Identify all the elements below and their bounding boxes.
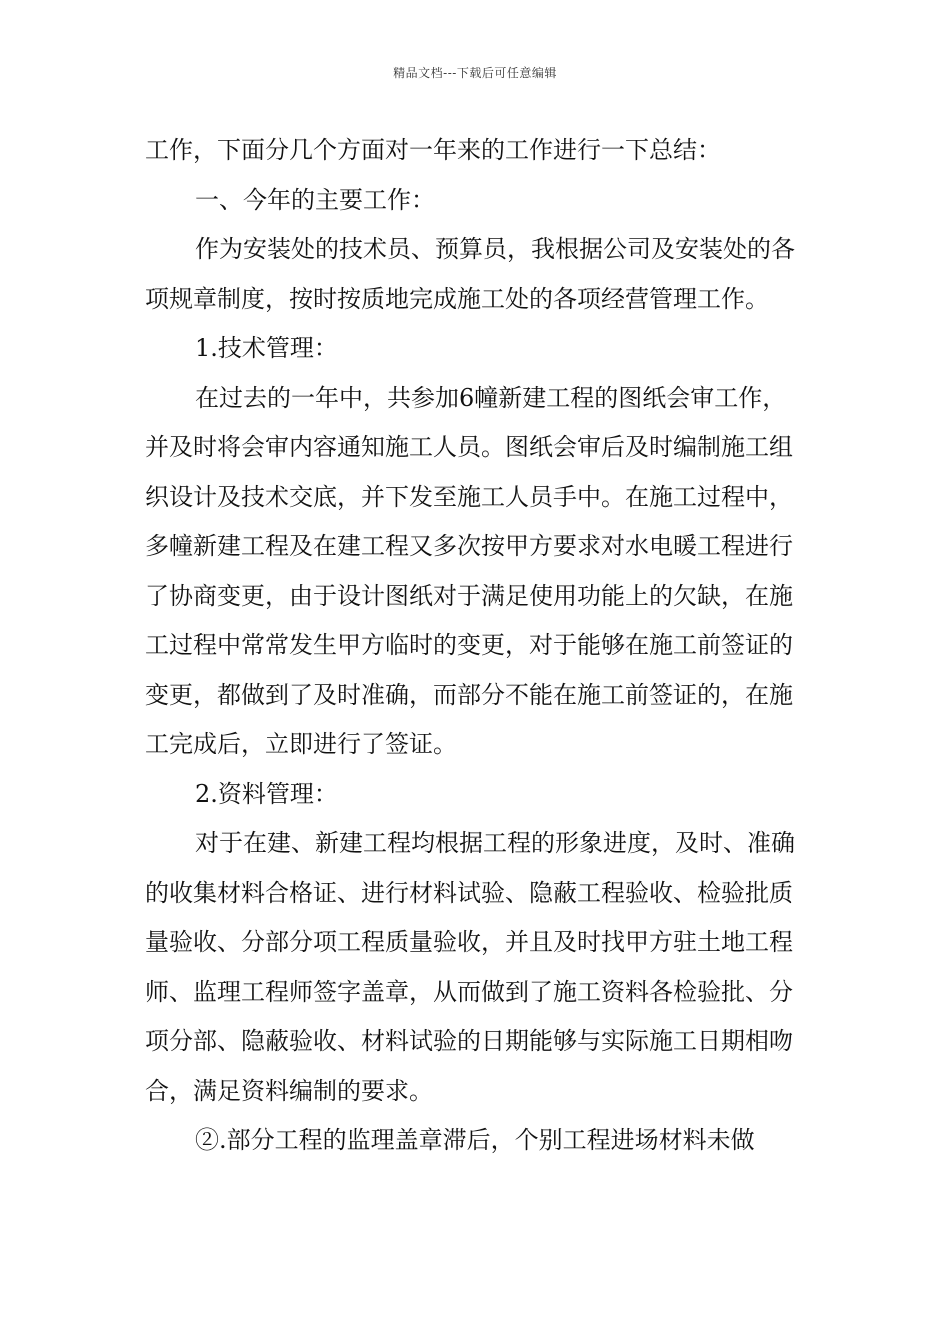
paragraph: 在过去的一年中，共参加6幢新建工程的图纸会审工作，并及时将会审内容通知施工人员。图纸会审后及时编制施工组织设计及技术交底，并下发至施工人员手中。在施工过程中，多幢新建工程及在建工程又多次按甲方要求对水电暖工程进行了协商变更，由于设计图纸对于满足使用功能上的欠缺，在施工过程中常常发生甲方临时的变更，对于能够在施工前签证的变更，都做到了及时准确，而部分不能在施工前签证的，在施工完成后，立即进行了签证。	[145, 383, 793, 758]
paragraph: ②.部分工程的监理盖章滞后，个别工程进场材料未做	[195, 1126, 755, 1154]
document-body	[145, 126, 810, 1166]
paragraph: 作为安装处的技术员、预算员，我根据公司及安装处的各项规章制度，按时按质地完成施工处的各项经营管理工作。	[145, 235, 795, 313]
paragraph: 对于在建、新建工程均根据工程的形象进度，及时、准确的收集材料合格证、进行材料试验、隐蔽工程验收、检验批质量验收、分部分项工程质量验收，并且及时找甲方驻土地工程师、监理工程师签字盖章，从而做到了施工资料各检验批、分项分部、隐蔽验收、材料试验的日期能够与实际施工日期相吻合，满足资料编制的要求。	[145, 829, 795, 1105]
subsection-heading: 2.资料管理：	[195, 779, 338, 808]
page-header: 精品文档---下载后可任意编辑	[393, 66, 557, 80]
subsection-heading: 1.技术管理：	[195, 334, 338, 362]
section-heading: 一、今年的主要工作：	[195, 185, 435, 214]
paragraph: 工作，下面分几个方面对一年来的工作进行一下总结：	[145, 136, 721, 164]
